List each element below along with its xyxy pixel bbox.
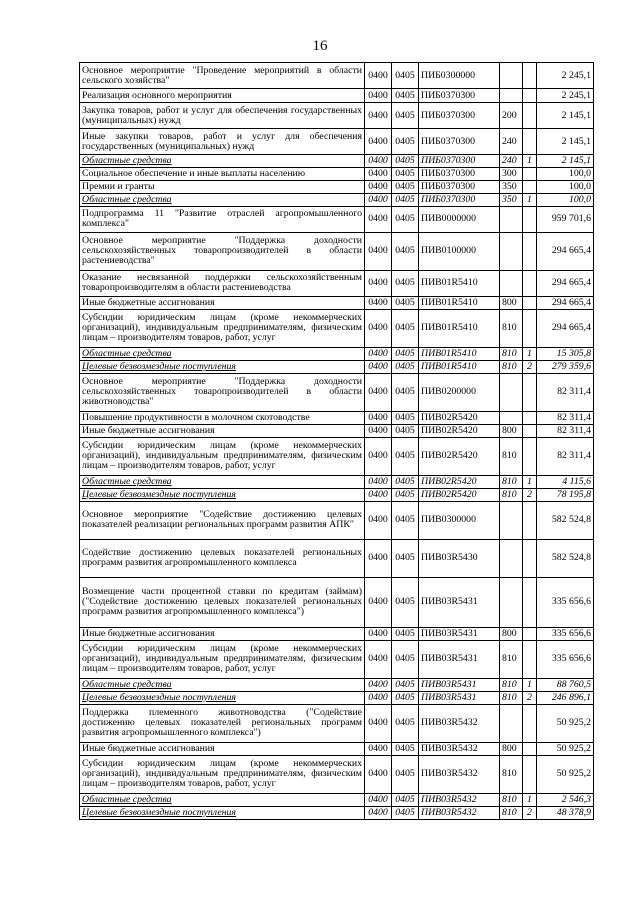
amount-cell: 2 245,1 [537,89,594,103]
funding-source-code-cell [523,232,537,270]
section-code-cell: 0400 [365,806,392,819]
expense-type-code-cell: 240 [500,129,523,155]
amount-cell: 335 656,6 [537,577,594,627]
section-code-cell: 0400 [365,296,392,309]
target-article-code-cell: ПИВ03R5432 [419,793,500,806]
expense-type-code-cell: 810 [500,475,523,488]
expense-type-code-cell: 810 [500,309,523,347]
subsection-code-cell: 0405 [392,742,419,755]
item-name-cell: Основное мероприятие "Содействие достижению целевых показателей реализации региональных программ развития АПК" [80,501,365,539]
funding-source-code-cell: 1 [523,155,537,168]
expense-type-code-cell: 810 [500,360,523,373]
funding-source-code-cell: 1 [523,678,537,691]
subsection-code-cell: 0405 [392,167,419,180]
item-name-cell: Областные средства [80,793,365,806]
item-name-cell: Иные закупки товаров, работ и услуг для обеспечения государственных (муниципальных) нужд [80,129,365,155]
item-name-cell: Премии и гранты [80,180,365,193]
table-row [80,691,594,704]
section-code-cell: 0400 [365,309,392,347]
section-code-cell: 0400 [365,373,392,411]
item-name-cell: Возмещение части процентной ставки по кредитам (займам) ("Содействие достижению целевых показателей региональных программ развития агропромышленного комплекса") [80,577,365,627]
target-article-code-cell: ПИБ0300000 [419,63,500,89]
item-name-cell: Субсидии юридическим лицам (кроме некоммерческих организаций), индивидуальным предпринимателям, физическим лицам – производителям товаров, работ, услуг [80,755,365,793]
table-row [80,232,594,270]
expense-type-code-cell [500,270,523,296]
subsection-code-cell: 0405 [392,640,419,678]
target-article-code-cell: ПИВ02R5420 [419,488,500,501]
section-code-cell: 0400 [365,129,392,155]
expense-type-code-cell: 240 [500,155,523,168]
expense-type-code-cell: 810 [500,488,523,501]
table-row [80,424,594,437]
item-name-cell: Социальное обеспечение и иные выплаты населению [80,167,365,180]
funding-source-code-cell: 1 [523,347,537,360]
target-article-code-cell: ПИВ03R5431 [419,627,500,640]
target-article-code-cell: ПИВ01R5410 [419,347,500,360]
funding-source-code-cell [523,129,537,155]
section-code-cell: 0400 [365,193,392,206]
funding-source-code-cell [523,742,537,755]
item-name-cell: Целевые безвозмездные поступления [80,691,365,704]
expense-type-code-cell [500,373,523,411]
target-article-code-cell: ПИВ03R5431 [419,691,500,704]
item-name-cell: Содействие достижению целевых показателей региональных программ развития агропромышленного комплекса [80,539,365,577]
table-row [80,309,594,347]
subsection-code-cell: 0405 [392,129,419,155]
item-name-cell: Основное мероприятие "Поддержка доходности сельскохозяйственных товаропроизводителей в области растениеводства" [80,232,365,270]
table-row [80,475,594,488]
section-code-cell: 0400 [365,704,392,742]
amount-cell: 294 665,4 [537,270,594,296]
subsection-code-cell: 0405 [392,488,419,501]
funding-source-code-cell [523,103,537,129]
subsection-code-cell: 0405 [392,437,419,475]
target-article-code-cell: ПИВ03R5432 [419,806,500,819]
table-row [80,437,594,475]
funding-source-code-cell [523,501,537,539]
section-code-cell: 0400 [365,539,392,577]
target-article-code-cell: ПИВ01R5410 [419,309,500,347]
table-row [80,373,594,411]
funding-source-code-cell [523,577,537,627]
funding-source-code-cell [523,180,537,193]
funding-source-code-cell [523,63,537,89]
amount-cell: 294 665,4 [537,296,594,309]
expense-type-code-cell [500,89,523,103]
funding-source-code-cell: 1 [523,793,537,806]
subsection-code-cell: 0405 [392,373,419,411]
section-code-cell: 0400 [365,755,392,793]
item-name-cell: Реализация основного мероприятия [80,89,365,103]
item-name-cell: Целевые безвозмездные поступления [80,488,365,501]
amount-cell: 82 311,4 [537,411,594,424]
amount-cell: 959 701,6 [537,206,594,232]
item-name-cell: Областные средства [80,193,365,206]
section-code-cell: 0400 [365,627,392,640]
expense-type-code-cell: 810 [500,793,523,806]
target-article-code-cell: ПИВ02R5420 [419,411,500,424]
funding-source-code-cell [523,437,537,475]
table-row [80,103,594,129]
item-name-cell: Иные бюджетные ассигнования [80,296,365,309]
amount-cell: 335 656,6 [537,640,594,678]
target-article-code-cell: ПИВ03R5432 [419,755,500,793]
section-code-cell: 0400 [365,640,392,678]
amount-cell: 82 311,4 [537,424,594,437]
table-row [80,488,594,501]
expense-type-code-cell [500,232,523,270]
table-row [80,640,594,678]
expense-type-code-cell [500,501,523,539]
subsection-code-cell: 0405 [392,691,419,704]
item-name-cell: Подпрограмма 11 "Развитие отраслей агропромышленного комплекса" [80,206,365,232]
expense-type-code-cell: 800 [500,296,523,309]
item-name-cell: Целевые безвозмездные поступления [80,806,365,819]
section-code-cell: 0400 [365,167,392,180]
table-row [80,755,594,793]
amount-cell: 2 546,3 [537,793,594,806]
item-name-cell: Областные средства [80,347,365,360]
table-row [80,296,594,309]
table-row [80,193,594,206]
amount-cell: 82 311,4 [537,437,594,475]
expense-type-code-cell [500,63,523,89]
subsection-code-cell: 0405 [392,475,419,488]
budget-table [79,62,594,820]
target-article-code-cell: ПИВ0000000 [419,206,500,232]
subsection-code-cell: 0405 [392,577,419,627]
subsection-code-cell: 0405 [392,678,419,691]
item-name-cell: Областные средства [80,678,365,691]
amount-cell: 2 145,1 [537,103,594,129]
item-name-cell: Повышение продуктивности в молочном скотоводстве [80,411,365,424]
expense-type-code-cell: 810 [500,678,523,691]
amount-cell: 2 145,1 [537,155,594,168]
subsection-code-cell: 0405 [392,296,419,309]
target-article-code-cell: ПИБ0370300 [419,180,500,193]
section-code-cell: 0400 [365,89,392,103]
funding-source-code-cell: 2 [523,488,537,501]
subsection-code-cell: 0405 [392,539,419,577]
amount-cell: 50 925,2 [537,704,594,742]
funding-source-code-cell: 2 [523,691,537,704]
section-code-cell: 0400 [365,678,392,691]
section-code-cell: 0400 [365,475,392,488]
amount-cell: 50 925,2 [537,755,594,793]
amount-cell: 294 665,4 [537,232,594,270]
section-code-cell: 0400 [365,155,392,168]
expense-type-code-cell: 810 [500,640,523,678]
table-row [80,742,594,755]
amount-cell: 78 195,8 [537,488,594,501]
funding-source-code-cell [523,89,537,103]
funding-source-code-cell [523,270,537,296]
table-row [80,577,594,627]
expense-type-code-cell [500,206,523,232]
amount-cell: 582 524,8 [537,539,594,577]
section-code-cell: 0400 [365,360,392,373]
page-number: 16 [312,38,328,54]
subsection-code-cell: 0405 [392,232,419,270]
subsection-code-cell: 0405 [392,360,419,373]
item-name-cell: Субсидии юридическим лицам (кроме некоммерческих организаций), индивидуальным предпринимателям, физическим лицам – производителям товаров, работ, услуг [80,309,365,347]
item-name-cell: Целевые безвозмездные поступления [80,360,365,373]
table-row [80,501,594,539]
expense-type-code-cell: 300 [500,167,523,180]
target-article-code-cell: ПИВ01R5410 [419,270,500,296]
subsection-code-cell: 0405 [392,806,419,819]
item-name-cell: Иные бюджетные ассигнования [80,424,365,437]
amount-cell: 2 145,1 [537,129,594,155]
table-row [80,347,594,360]
expense-type-code-cell: 810 [500,437,523,475]
subsection-code-cell: 0405 [392,309,419,347]
funding-source-code-cell [523,309,537,347]
expense-type-code-cell: 810 [500,755,523,793]
target-article-code-cell: ПИВ03R5432 [419,704,500,742]
expense-type-code-cell: 350 [500,193,523,206]
funding-source-code-cell [523,704,537,742]
expense-type-code-cell: 800 [500,742,523,755]
item-name-cell: Иные бюджетные ассигнования [80,627,365,640]
item-name-cell: Поддержка племенного животноводства ("Содействие достижению целевых показателей региональных программ развития агропромышленного комплекса") [80,704,365,742]
funding-source-code-cell [523,296,537,309]
table-row [80,678,594,691]
subsection-code-cell: 0405 [392,63,419,89]
item-name-cell: Основное мероприятие "Поддержка доходности сельскохозяйственных товаропроизводителей в области животноводства" [80,373,365,411]
subsection-code-cell: 0405 [392,347,419,360]
item-name-cell: Областные средства [80,155,365,168]
expense-type-code-cell [500,539,523,577]
amount-cell: 48 378,9 [537,806,594,819]
amount-cell: 50 925,2 [537,742,594,755]
target-article-code-cell: ПИВ01R5410 [419,296,500,309]
amount-cell: 335 656,6 [537,627,594,640]
section-code-cell: 0400 [365,63,392,89]
expense-type-code-cell: 800 [500,424,523,437]
target-article-code-cell: ПИБ0370300 [419,103,500,129]
subsection-code-cell: 0405 [392,180,419,193]
item-name-cell: Оказание несвязанной поддержки сельскохозяйственным товаропроизводителям в области растениеводства [80,270,365,296]
section-code-cell: 0400 [365,103,392,129]
section-code-cell: 0400 [365,742,392,755]
amount-cell: 100,0 [537,193,594,206]
subsection-code-cell: 0405 [392,755,419,793]
funding-source-code-cell: 2 [523,360,537,373]
funding-source-code-cell: 2 [523,806,537,819]
funding-source-code-cell [523,167,537,180]
target-article-code-cell: ПИВ03R5430 [419,539,500,577]
section-code-cell: 0400 [365,180,392,193]
section-code-cell: 0400 [365,270,392,296]
subsection-code-cell: 0405 [392,627,419,640]
table-row [80,793,594,806]
target-article-code-cell: ПИВ01R5410 [419,360,500,373]
expense-type-code-cell: 810 [500,347,523,360]
item-name-cell: Субсидии юридическим лицам (кроме некоммерческих организаций), индивидуальным предпринимателям, физическим лицам – производителям товаров, работ, услуг [80,640,365,678]
section-code-cell: 0400 [365,232,392,270]
table-row [80,270,594,296]
subsection-code-cell: 0405 [392,704,419,742]
amount-cell: 2 245,1 [537,63,594,89]
subsection-code-cell: 0405 [392,89,419,103]
expense-type-code-cell: 200 [500,103,523,129]
subsection-code-cell: 0405 [392,501,419,539]
amount-cell: 82 311,4 [537,373,594,411]
funding-source-code-cell [523,627,537,640]
amount-cell: 279 359,6 [537,360,594,373]
funding-source-code-cell: 1 [523,475,537,488]
funding-source-code-cell [523,539,537,577]
table-row [80,539,594,577]
subsection-code-cell: 0405 [392,793,419,806]
table-row [80,627,594,640]
amount-cell: 294 665,4 [537,309,594,347]
target-article-code-cell: ПИБ0370300 [419,155,500,168]
section-code-cell: 0400 [365,424,392,437]
target-article-code-cell: ПИВ02R5420 [419,424,500,437]
target-article-code-cell: ПИВ03R5431 [419,577,500,627]
target-article-code-cell: ПИВ02R5420 [419,437,500,475]
table-row [80,360,594,373]
subsection-code-cell: 0405 [392,193,419,206]
amount-cell: 4 115,6 [537,475,594,488]
item-name-cell: Основное мероприятие "Проведение мероприятий в области сельского хозяйства" [80,63,365,89]
target-article-code-cell: ПИВ0300000 [419,501,500,539]
target-article-code-cell: ПИБ0370300 [419,89,500,103]
expense-type-code-cell: 350 [500,180,523,193]
amount-cell: 100,0 [537,180,594,193]
subsection-code-cell: 0405 [392,270,419,296]
funding-source-code-cell: 1 [523,193,537,206]
funding-source-code-cell [523,373,537,411]
section-code-cell: 0400 [365,691,392,704]
section-code-cell: 0400 [365,488,392,501]
amount-cell: 100,0 [537,167,594,180]
amount-cell: 246 896,1 [537,691,594,704]
item-name-cell: Субсидии юридическим лицам (кроме некоммерческих организаций), индивидуальным предпринимателям, физическим лицам – производителям товаров, работ, услуг [80,437,365,475]
section-code-cell: 0400 [365,411,392,424]
expense-type-code-cell [500,577,523,627]
expense-type-code-cell: 800 [500,627,523,640]
table-row [80,806,594,819]
table-row [80,704,594,742]
subsection-code-cell: 0405 [392,206,419,232]
target-article-code-cell: ПИБ0370300 [419,167,500,180]
funding-source-code-cell [523,424,537,437]
expense-type-code-cell [500,411,523,424]
target-article-code-cell: ПИБ0370300 [419,193,500,206]
section-code-cell: 0400 [365,501,392,539]
expense-type-code-cell: 810 [500,806,523,819]
subsection-code-cell: 0405 [392,424,419,437]
section-code-cell: 0400 [365,347,392,360]
item-name-cell: Иные бюджетные ассигнования [80,742,365,755]
target-article-code-cell: ПИБ0370300 [419,129,500,155]
target-article-code-cell: ПИВ02R5420 [419,475,500,488]
funding-source-code-cell [523,755,537,793]
expense-type-code-cell [500,704,523,742]
table-row [80,129,594,155]
table-row [80,206,594,232]
section-code-cell: 0400 [365,577,392,627]
subsection-code-cell: 0405 [392,155,419,168]
table-row [80,63,594,89]
amount-cell: 15 305,8 [537,347,594,360]
amount-cell: 88 760,5 [537,678,594,691]
target-article-code-cell: ПИВ03R5432 [419,742,500,755]
section-code-cell: 0400 [365,793,392,806]
target-article-code-cell: ПИВ03R5431 [419,678,500,691]
table-row [80,411,594,424]
table-row [80,155,594,168]
section-code-cell: 0400 [365,437,392,475]
target-article-code-cell: ПИВ0200000 [419,373,500,411]
subsection-code-cell: 0405 [392,103,419,129]
funding-source-code-cell [523,411,537,424]
subsection-code-cell: 0405 [392,411,419,424]
table-row [80,167,594,180]
target-article-code-cell: ПИВ03R5431 [419,640,500,678]
budget-table-body [80,63,594,820]
funding-source-code-cell [523,206,537,232]
expense-type-code-cell: 810 [500,691,523,704]
funding-source-code-cell [523,640,537,678]
section-code-cell: 0400 [365,206,392,232]
table-row [80,89,594,103]
amount-cell: 582 524,8 [537,501,594,539]
item-name-cell: Областные средства [80,475,365,488]
table-row [80,180,594,193]
item-name-cell: Закупка товаров, работ и услуг для обеспечения государственных (муниципальных) нужд [80,103,365,129]
target-article-code-cell: ПИВ0100000 [419,232,500,270]
